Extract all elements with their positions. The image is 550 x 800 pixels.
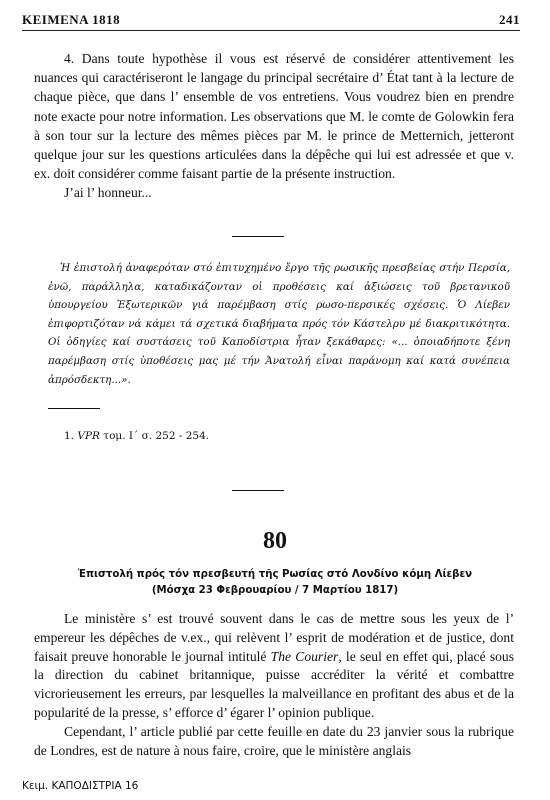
footnote [64, 430, 209, 442]
section-4-paragraph: 4. Dans toute hypothèse il vous est réservé de considérer attentivement les nuances qui caractériseront le langage du principal secrétaire d’ État tant à la lecture de chaque pièce, que dans l’ ensemble de vos entretiens. Vous voudrez bien en prendre note exacte pour notre information. Les observations que M. le comte de Golowkin fera à son tour sur la lecture des mêmes pièces par M. le prince de Metternich, jetteront quelque jour sur les questions articulées dans la dépêche qui lui est adressée et que v. ex. doit considérer comme faisant partie de la présente instruction. [34, 51, 514, 182]
document-number: 80 [263, 528, 287, 554]
signature-mark: Κειμ. ΚΑΠΟΔΙΣΤΡΙΑ 16 [22, 780, 139, 792]
separator-rule [232, 490, 284, 491]
paragraph-1-start: Le ministère s’ est trouvé souvent dans le cas de mettre sous les yeux de l’ empereur les dépêches de v.ex., qui relèvent l’ esprit de modération et de justice, dont faisait preuve honorable le journal intitulé [34, 611, 514, 664]
document-title: Ἐπιστολή πρός τόν πρεσβευτή τῆς Ρωσίας στό Λονδίνο κόμη Λίεβεν [77, 569, 473, 580]
document-paragraph-1 [34, 610, 514, 723]
document-paragraph-2: Cependant, l’ article publié par cette feuille en date du 23 janvier sous la rubrique de Londres, est de nature à nous faire, croire, que le ministère anglais [34, 723, 514, 758]
closing-formula: J’ai l’ honneur... [64, 185, 152, 201]
section-4-block [34, 49, 514, 203]
journal-name: The Courier [270, 648, 339, 664]
footnote-source: VPR [77, 430, 100, 442]
page-number: 241 [499, 12, 520, 27]
commentary-paragraph: Ἡ ἐπιστολή ἀναφερόταν στό ἐπιτυχημένο ἔργο τῆς ρωσικῆς πρεσβείας στήν Περσία, ἐνῶ, παράλληλα, καταδικάζονταν οἱ προθέσεις καί ἀξιώσεις τοῦ βρετανικοῦ ὑπουργείου Ἐξωτερικῶν γιά παρέμβαση στίς ρωσο-περσικές σχέσεις. Ὁ Λίεβεν ἐπιφορτιζόταν νά κάμει τά σχετικά διαβήματα πρός τόν Κάστελρυ μέ διακριτικότητα. Οἱ ὁδηγίες καί συστάσεις τοῦ Καποδίστρια ἦταν ξεκάθαρες: «... ὁποιαδήποτε ξένη παρέμβαση στίς ὑποθέσεις μας μέ τήν Ἀνατολή εἶναι παράνομη καί κατά συνέπεια ἀπρόσδεκτη...». [48, 262, 510, 386]
page-header [22, 10, 520, 31]
paragraph-1-end: , le seul en effet qui, placé sous la direction du cabinet britannique, puisse accréditer la vérité et combattre vicrorieusement les erreurs, par lesquelles la malveillance en profitant des abus et de la popularité de la presse, s’ efforce d’ égarer l’ opinion publique. [34, 648, 514, 720]
document-body [34, 610, 514, 760]
document-date: (Μόσχα 23 Φεβρουαρίου / 7 Μαρτίου 1817) [151, 585, 399, 596]
separator-rule [232, 236, 284, 237]
footnote-number: 1. [64, 430, 75, 442]
footnote-rule [48, 408, 100, 409]
running-title: KEIMENA 1818 [22, 12, 121, 27]
footnote-reference: τομ. Ι΄ σ. 252 - 254. [103, 430, 210, 442]
